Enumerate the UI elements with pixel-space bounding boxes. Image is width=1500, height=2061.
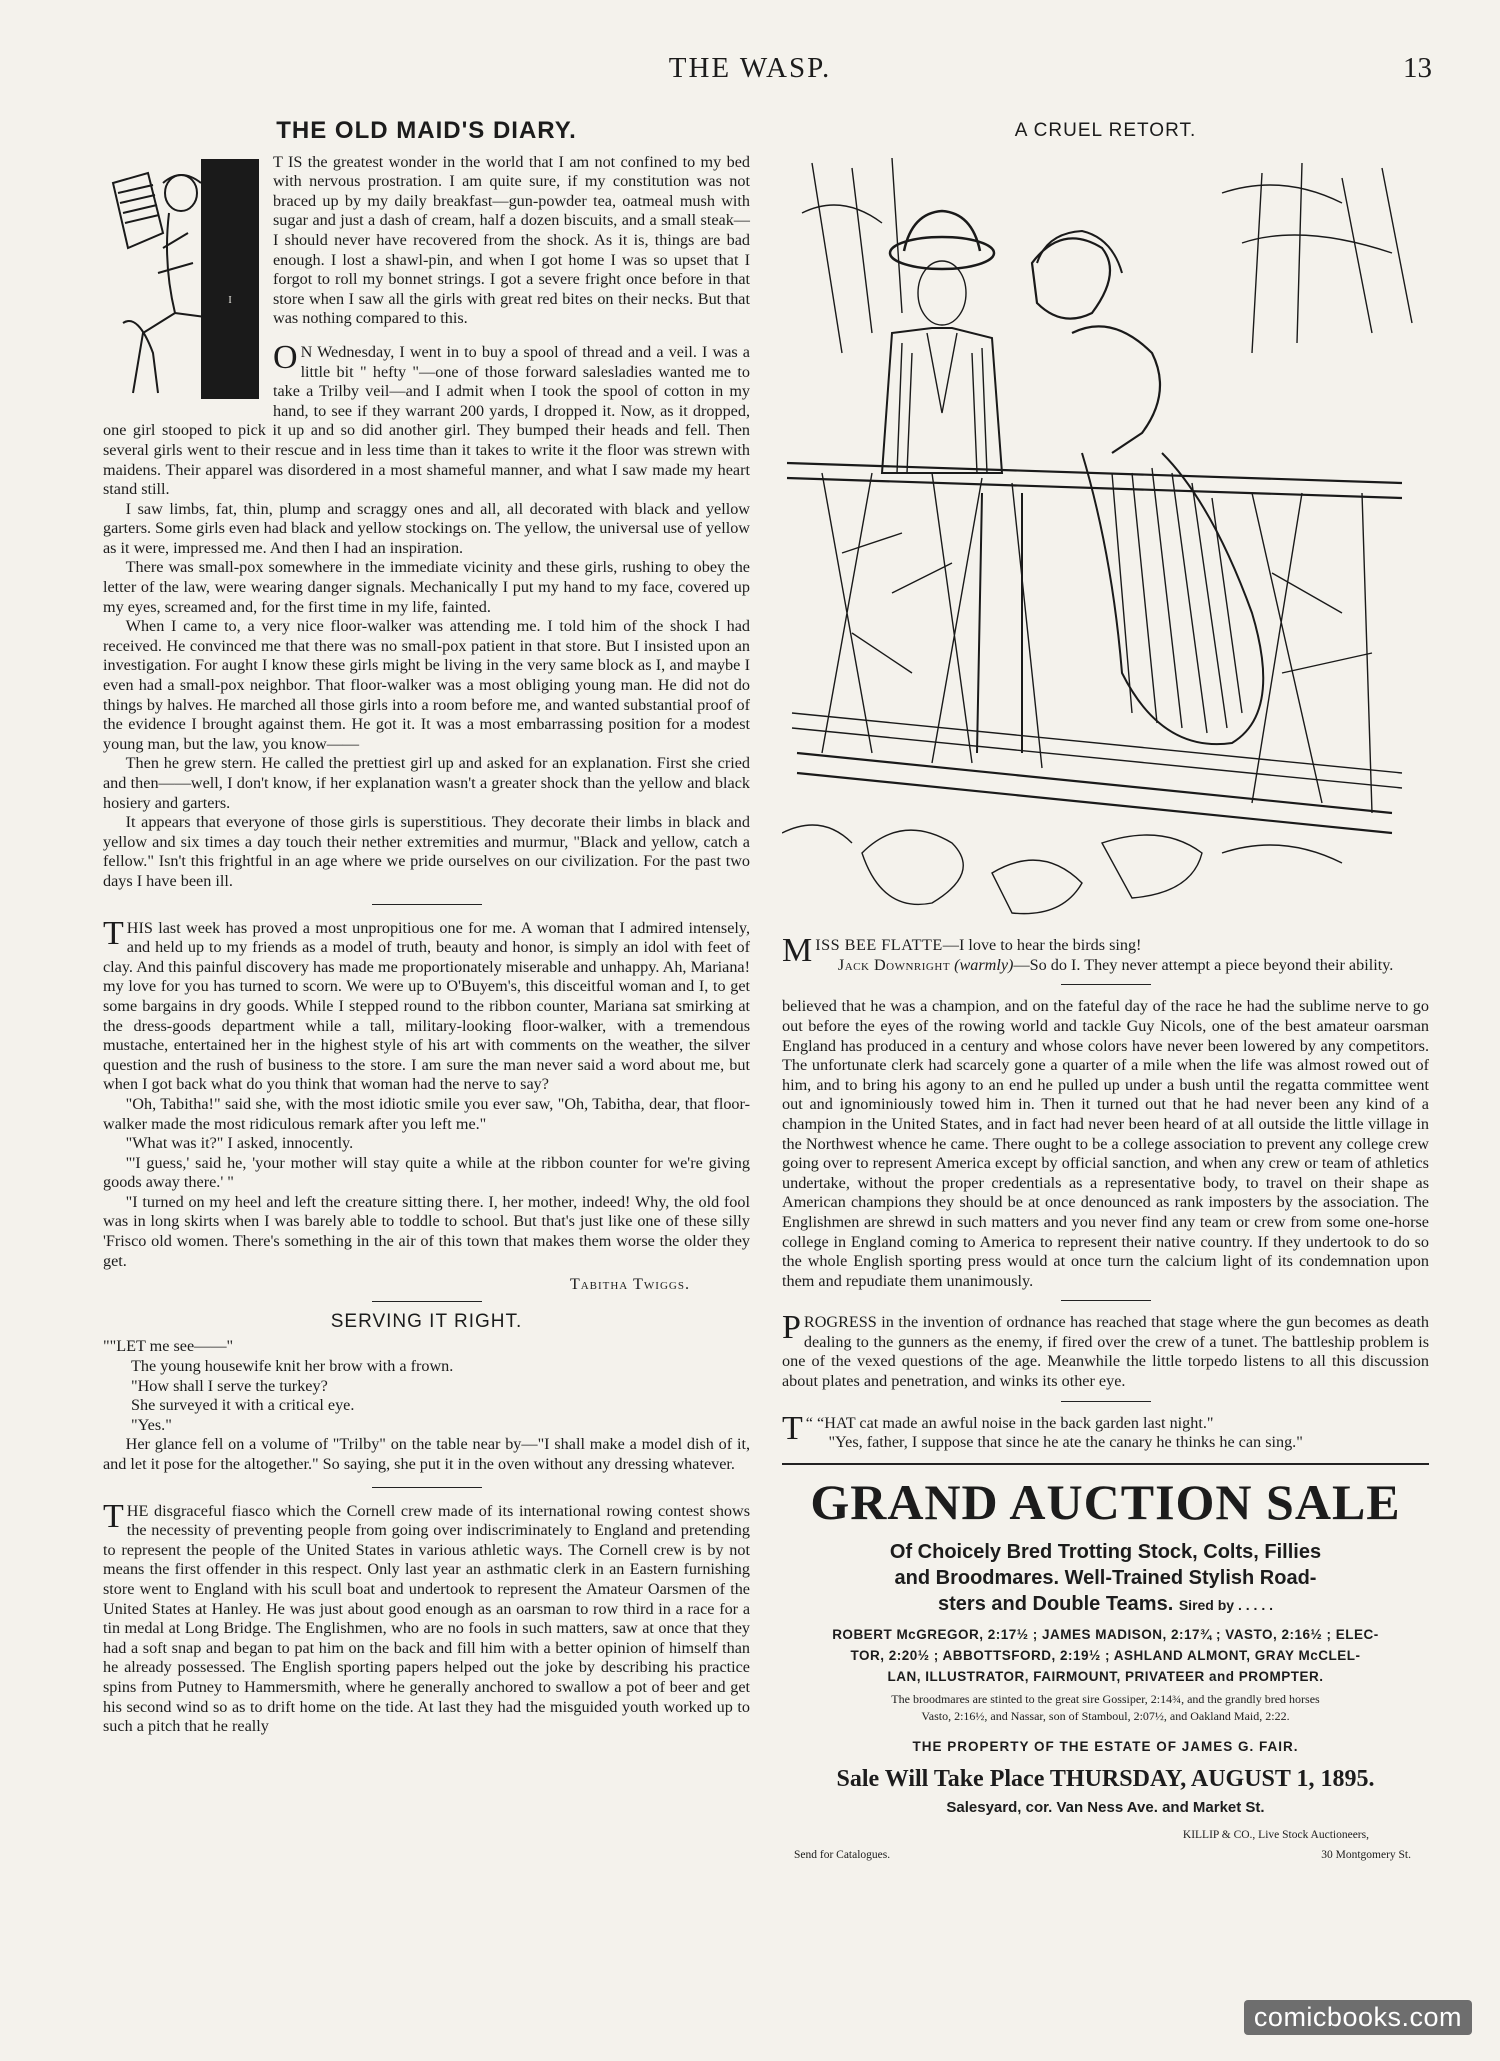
- story-line: The young housewife knit her brow with a frown.: [131, 1357, 454, 1376]
- ad-sires-list: ROBERT McGREGOR, 2:17½ ; JAMES MADISON, 2:17¾ ; VASTO, 2:16½ ; ELEC- TOR, 2:20½ ; ABBOTTSFORD, 2:19½ ; ASHLAND ALMONT, GRAY McCLEL- LAN, ILLUSTRATOR, FAIRMOUNT, PRIVATEER and PROMPTER.: [832, 1626, 1379, 1684]
- joke-line: "Yes, father, I suppose that since he ate the canary he thinks he can sing.": [828, 1433, 1303, 1452]
- auction-advertisement: [782, 1463, 1429, 1866]
- ad-property: THE PROPERTY OF THE ESTATE OF JAMES G. FAIR.: [912, 1738, 1299, 1754]
- cartoon-illustration: [782, 153, 1429, 923]
- diary-paragraph: "What was it?" I asked, innocently.: [125, 1134, 354, 1153]
- diary-paragraph: Then he grew stern. He called the prettiest girl up and asked for an explanation. First she cried and then——well, I don't know, if her explanation wasn't a greater shock than the yellow and black hosiery and garters.: [103, 754, 750, 812]
- ad-footer: [782, 1826, 1429, 1866]
- diary-paragraph: THIS last week has proved a most unpropitious one for me. A woman that I admired intensely, and held up to my friends as a model of truth, beauty and honor, is simply an idol with feet of clay. And this painful discovery has made me proportionately miserable and unhappy. Ah, Mariana! my love for you has turned to scorn. We were up to O'Buyem's, this disceitful woman and I, to get some bargains in dry goods. While I stepped round to the ribbon counter, Mariana sat smirking at the dress-goods department while a tall, military-looking floor-walker, with a tremendous mustache, entertained her in the highest style of his art with comments on the weather, the silver question and the rush of business to the store. I am sure the man never said a word about me, but when I got back what do you think that woman had the nerve to say?: [103, 914, 750, 1094]
- right-column: [782, 115, 1429, 1866]
- drop-cap-illustration: [103, 153, 263, 403]
- section-divider: [1061, 984, 1151, 985]
- serving-title: SERVING IT RIGHT.: [330, 1310, 523, 1332]
- section-divider: [1061, 1401, 1151, 1402]
- section-divider: [1061, 1300, 1151, 1301]
- caption-line: MISS BEE FLATTE—I love to hear the birds sing!: [782, 932, 1142, 970]
- letter-i-shape: [201, 159, 259, 399]
- site-watermark: comicbooks.com: [1244, 2000, 1472, 2035]
- diary-paragraph: O N Wednesday, I went in to buy a spool of thread and a veil. I was a little bit " hefty "—one of those forward salesladies wanted me to take a Trilby veil—and I admit when I took the spool of cotton in my hand, to see if they warrant 200 yards, I dropped it. Now, as it dropped, one girl stooped to pick it up and so did another girl. They bumped their heads and fell. Then several girls went to their rescue and in less time than it takes to write it the floor was strewn with maidens. Their apparel was disordered in a most shameful manner, and what I saw made my heart stand still.: [103, 338, 750, 499]
- caption-line: Jack Downright (warmly)—So do I. They never attempt a piece beyond their ability.: [837, 955, 1394, 974]
- story-line: "How shall I serve the turkey?: [131, 1376, 328, 1395]
- progress-paragraph: PROGRESS in the invention of ordnance has reached that stage where the gun becomes as death dealing to the gunners as the enemy, if fired over the crew of a tunet. The battleship problem is one of the vexed questions of the age. Meanwhile the little torpedo listens to all this discussion about plates and penetration, and winks its other eye.: [782, 1309, 1429, 1391]
- diary-paragraph: I saw limbs, fat, thin, plump and scraggy ones and all, all decorated with black and yellow garters. Some girls even had black and yellow stockings on. The yellow, the universal use of yellow as it were, impressed me. And then I had an inspiration.: [103, 499, 750, 557]
- diary-paragraph: When I came to, a very nice floor-walker was attending me. I told him of the shock I had received. He convinced me that there was no small-pox patient in that store. But I insisted upon an investigation. For aught I know these girls might be living in the very same block as I, and maybe I even had a small-pox neighbor. That floor-walker was a most obliging young man. He did not do things by halves. He marched all those girls into a room before me, and wanted substantial proof of the evidence I brought against them. He got it. It was a most embarrassing position for a modest young man, but the law, you know——: [103, 617, 750, 753]
- author-signature: Tabitha Twiggs.: [569, 1275, 690, 1294]
- ad-catalogues: Send for Catalogues.: [794, 1848, 891, 1861]
- publication-title: THE WASP.: [668, 52, 832, 84]
- ad-address: 30 Montgomery St.: [1321, 1848, 1411, 1861]
- cornell-paragraph: THE disgraceful fiasco which the Cornell crew made of its international rowing contest shows the necessity of preventing people from going over indiscriminately to England and pretending to represent the people of the United States in various athletic ways. The Cornell crew is by not means the first offender in this respect. Only last year an asthmatic clerk in an Eastern furnishing store went to England with his scull boat and undertook to represent the Amateur Oarsmen of the United States at Hanley. He was just about good enough as an oarsman to row third in a race for a tin medal at Long Bridge. The Englishmen, who are no fools in such matters, saw at once that they had a soft snap and began to pat him on the back and fill him with a better opinion of himself than he already possessed. The English sporting papers helped out the joke by describing his practice spins from Putney to Hammersmith, where he generally anchored to swallow a pot of beer and get his second wind so as to drift home on the tide. At last they had the misguided youth worked up to such a pitch that he really: [103, 1497, 750, 1736]
- ad-subtitle: Of Choicely Bred Trotting Stock, Colts, Fillies and Broodmares. Well-Trained Stylish Road- sters and Double Teams. Sired by . . . . .: [889, 1540, 1322, 1615]
- joke-line: “ “ T HAT cat made an awful noise in the back garden last night.": [782, 1409, 1214, 1447]
- diary-paragraph: It appears that everyone of those girls is superstitious. They decorate their limbs in black and yellow and six times a day touch their nether extremities and murmur, "Black and yellow, catch a fellow." Isn't this frightful in an age where we pride ourselves on our civilization. For the past two days I have been ill.: [103, 813, 750, 890]
- section-divider: [372, 904, 482, 905]
- diary-paragraph: "'I guess,' said he, 'your mother will stay quite a while at the ribbon counter for we're giving goods away there.' ": [103, 1153, 750, 1192]
- ad-location: Salesyard, cor. Van Ness Ave. and Market St.: [946, 1799, 1265, 1817]
- diary-paragraph: "I turned on my heel and left the creature sitting there. I, her mother, indeed! Why, the old fool was in long skirts when I was barely able to toddle to school. But that's just like one of these silly 'Frisco old women. There's something in the air of this town that makes them worse the older they get.: [103, 1192, 750, 1270]
- cartoon-caption: [782, 932, 1429, 975]
- ad-title: GRAND AUCTION SALE: [810, 1473, 1401, 1530]
- section-divider: [372, 1301, 482, 1302]
- diary-paragraph: There was small-pox somewhere in the immediate vicinity and these girls, rushing to obey the letter of the law, were wearing danger signals. Mechanically I put my hand to my face, covered up my eyes, screamed and, for the first time in my life, fainted.: [103, 558, 750, 616]
- section-divider: [372, 1487, 482, 1488]
- svg-text:I: I: [228, 294, 232, 306]
- cat-joke: [782, 1409, 1429, 1453]
- masthead: [0, 52, 1500, 92]
- ad-sale-date: Sale Will Take Place THURSDAY, AUGUST 1, 1895.: [836, 1766, 1375, 1793]
- diary-paragraph: T IS the greatest wonder in the world that I am not confined to my bed with nervous prostration. I am quite sure, if my constitution was not braced up by my daily breakfast—gun-powder tea, oatmeal mush with sugar and just a dash of cream, half a dozen biscuits, and a small steak—I should never have recovered from the shock. As it is, things are bad enough. I lost a shawl-pin, and when I got home I was so upset that I forgot to roll my bonnet strings. I got a severe fright once before in that store when I saw all the girls with great red bites on their necks. But that was nothing compared to this.: [273, 152, 750, 328]
- story-line: "Yes.": [131, 1415, 172, 1434]
- diary-title: THE OLD MAID'S DIARY.: [276, 117, 577, 144]
- serving-story: [103, 1337, 750, 1474]
- diary-paragraph: "Oh, Tabitha!" said she, with the most idiotic smile you ever saw, "Oh, Tabitha, dear, that floor-walker made the most ridiculous remark after you left me.": [103, 1094, 750, 1133]
- ad-broodmares-note: The broodmares are stinted to the great sire Gossiper, 2:14¾, and the grandly bred horses Vasto, 2:16½, and Nassar, son of Stamboul, 2:07½, and Oakland Maid, 2:22.: [891, 1691, 1320, 1723]
- story-line: She surveyed it with a critical eye.: [131, 1396, 355, 1415]
- ad-auctioneer: KILLIP & CO., Live Stock Auctioneers,: [1182, 1828, 1369, 1841]
- story-line: Her glance fell on a volume of "Trilby" on the table near by—"I shall make a model dish of it, and let it pose for the altogether." So saying, she put it in the oven without any dressing whatever.: [103, 1435, 750, 1473]
- cornell-paragraph-continued: believed that he was a champion, and on the fateful day of the race he had the sublime nerve to go out before the eyes of the rowing world and tackle Guy Nicols, one of the best amateur oarsman England has produced in a century and whose colors have never been lowered by any competitors. The unfortunate clerk had scarcely gone a quarter of a mile when the life was almost rowed out of him, and to bring his agony to an end he pulled up under a bush until the regatta committee went out and ignominiously towed him in. Then it turned out that he had never been any kind of a champion in the United States, and in fact had never been heard of at all outside the little village in the Northwest whence he came. There ought to be a college association to prevent any college crew going over to represent America except by official sanction, and when any crew or team of athletics undertake, without the proper credentials as a representative body, to travel on their shape as American champions they should be at once denounced as rank imposters by the association. The Englishmen are shrewd in such matters and you never find any team or crew from some one-horse college in England coming to America to represent their native country. If they undertook to do so the whole English sporting press would at once turn the calcium light of its condemnation upon them and repudiate them unanimously.: [782, 997, 1429, 1290]
- story-line: ""LET me see——": [103, 1337, 234, 1356]
- left-column: [103, 115, 750, 1737]
- page-number: 13: [1403, 52, 1432, 84]
- cartoon-title: A CRUEL RETORT.: [1014, 120, 1197, 141]
